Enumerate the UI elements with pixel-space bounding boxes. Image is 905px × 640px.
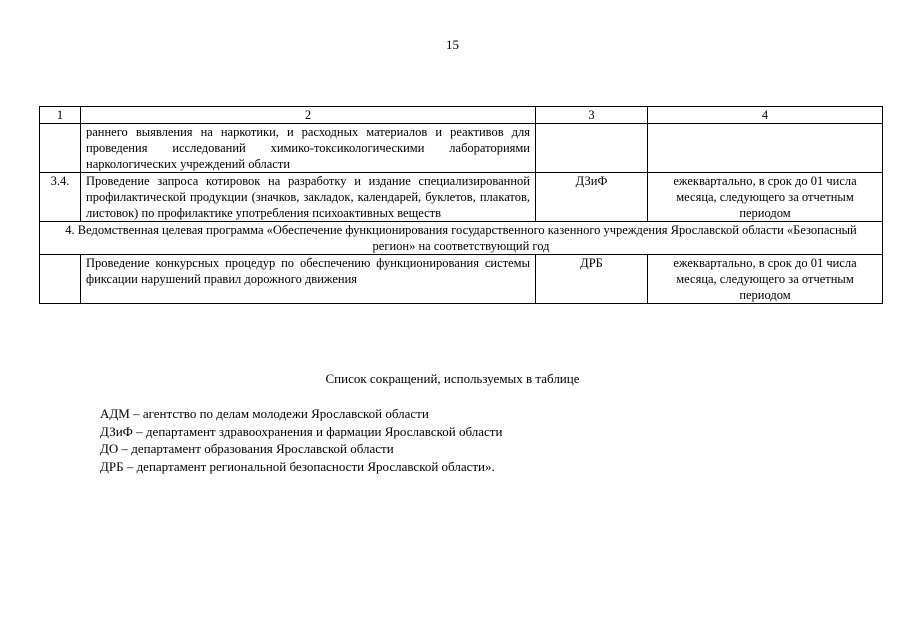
table-row <box>40 255 883 304</box>
measure-text: Проведение конкурсных процедур по обеспечению функционирования системы фиксации нарушений правил дорожного движения <box>81 255 536 304</box>
abbreviations-list <box>100 405 502 475</box>
measure-text: Проведение запроса котировок на разработку и издание специализированной профилактической продукции (значков, закладок, календарей, буклетов, плакатов, листовок) по профилактике употребления психоактивных веществ <box>81 173 536 222</box>
column-header: 3 <box>536 107 648 124</box>
deadline: ежеквартально, в срок до 01 числа месяца, следующего за отчетным периодом <box>648 255 883 304</box>
table-row <box>40 173 883 222</box>
row-number <box>40 124 81 173</box>
section-row <box>40 222 883 255</box>
executor: ДРБ <box>536 255 648 304</box>
column-header: 2 <box>81 107 536 124</box>
executor: ДЗиФ <box>536 173 648 222</box>
row-number <box>40 255 81 304</box>
measure-text: раннего выявления на наркотики, и расходных материалов и реактивов для проведения исследований химико-токсикологическими лабораториями наркологических учреждений области <box>81 124 536 173</box>
measures-table <box>39 106 883 304</box>
abbreviations-title: Список сокращений, используемых в таблице <box>325 371 580 386</box>
row-number: 3.4. <box>40 173 81 222</box>
abbreviation-item: ДЗиФ – департамент здравоохранения и фармации Ярославской области <box>100 423 503 439</box>
page-number: 15 <box>446 37 459 52</box>
column-header: 4 <box>648 107 883 124</box>
table-row <box>40 124 883 173</box>
table-header-row <box>40 107 883 124</box>
abbreviation-item: ДО – департамент образования Ярославской области <box>100 441 394 456</box>
deadline: ежеквартально, в срок до 01 числа месяца, следующего за отчетным периодом <box>648 173 883 222</box>
abbreviation-item: ДРБ – департамент региональной безопасности Ярославской области». <box>100 458 495 474</box>
column-header: 1 <box>40 107 81 124</box>
abbreviation-item: АДМ – агентство по делам молодежи Ярославской области <box>100 406 429 421</box>
executor <box>536 124 648 173</box>
deadline <box>648 124 883 173</box>
section-heading: 4. Ведомственная целевая программа «Обеспечение функционирования государственного казенного учреждения Ярославской области «Безопасный регион» на соответствующий год <box>40 222 883 255</box>
